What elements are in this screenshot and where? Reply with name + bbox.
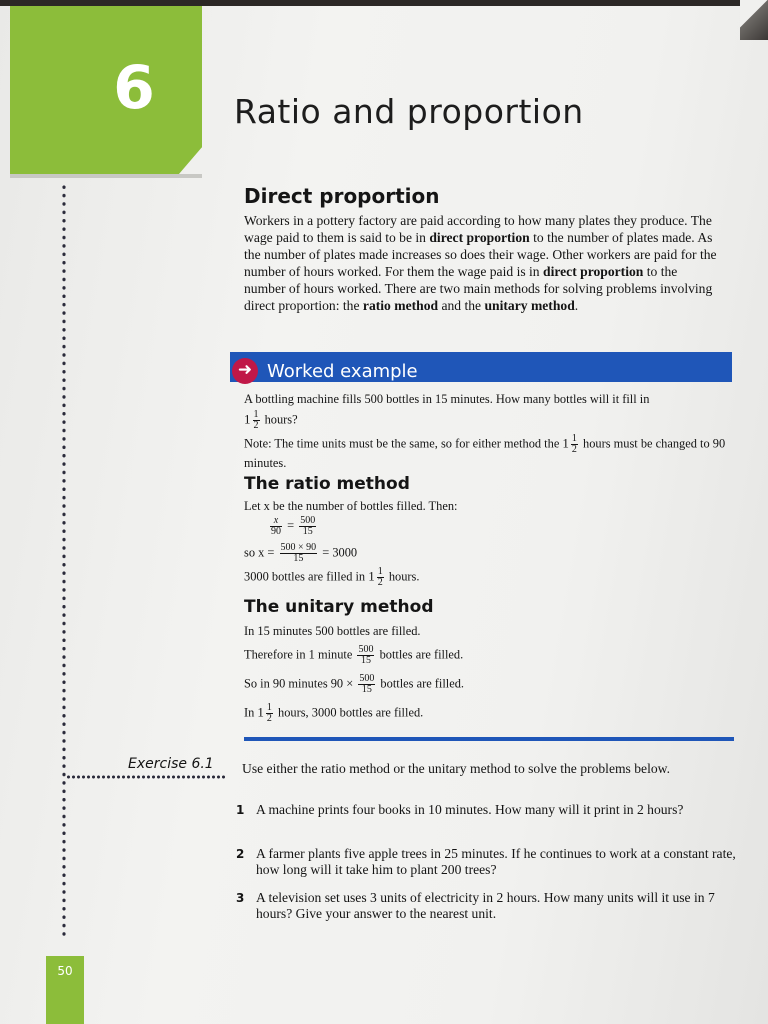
unitary-line-3 bbox=[244, 674, 732, 695]
fraction-numerator: 1 bbox=[571, 433, 577, 444]
unitary-text: bottles are filled. bbox=[377, 676, 465, 691]
chapter-tab-shadow bbox=[10, 174, 202, 178]
problem-line-1: A bottling machine fills 500 bottles in 15 minutes. How many bottles will it fill in bbox=[244, 392, 650, 406]
fraction-denominator: 2 bbox=[571, 444, 577, 455]
fraction-numerator: 500 bbox=[300, 515, 316, 526]
note-text: Note: The time units must be the same, so for either method the bbox=[244, 436, 563, 451]
question-text: A farmer plants five apple trees in 25 minutes. If he continues to work at a constant rate, how long will it take him to plant 200 trees? bbox=[256, 846, 736, 877]
intro-text: to the number of plates made. As the number of plates made increases so does their wage. Other workers are paid for the number of hours worked. For them the wage paid is in bbox=[244, 230, 717, 279]
fraction-numerator: x bbox=[270, 516, 282, 527]
fraction-numerator: 1 bbox=[377, 566, 383, 577]
page-top-shadow bbox=[0, 0, 768, 6]
intro-bold: direct proportion bbox=[429, 230, 530, 245]
half-fraction bbox=[571, 434, 578, 455]
unitary-text: In bbox=[244, 705, 258, 720]
fraction-denominator: 2 bbox=[377, 577, 383, 588]
direct-proportion-section bbox=[244, 184, 732, 314]
question-text: A television set uses 3 units of electricity in 2 hours. How many units will it use in 7 hours? Give your answer to the nearest unit. bbox=[256, 890, 715, 921]
chapter-title: Ratio and proportion bbox=[234, 92, 584, 131]
margin-dotted-line bbox=[62, 183, 66, 938]
problem-line-2 bbox=[244, 410, 732, 431]
ratio-method-heading: The ratio method bbox=[244, 474, 410, 494]
half-fraction bbox=[266, 703, 273, 724]
ratio-equation-1: $\frac{x}{90}$ = $\frac{500}{15}$ bbox=[271, 515, 316, 537]
question-text: A machine prints four books in 10 minutes. How many will it print in 2 hours? bbox=[256, 802, 684, 817]
intro-bold: unitary method bbox=[484, 298, 575, 313]
unitary-line-2 bbox=[244, 645, 732, 666]
exercise-question bbox=[236, 802, 712, 818]
question-number: 2 bbox=[236, 847, 245, 861]
page-corner-shadow bbox=[740, 0, 768, 40]
worked-example-title: Worked example bbox=[267, 361, 418, 382]
worked-example-problem bbox=[244, 391, 732, 471]
unitary-text: bottles are filled. bbox=[376, 647, 464, 662]
fraction-denominator: 15 bbox=[302, 526, 313, 537]
half-fraction bbox=[377, 567, 384, 588]
intro-text: . bbox=[574, 298, 579, 313]
ratio-equation-2 bbox=[244, 543, 732, 564]
equation-text: so x = bbox=[244, 545, 278, 560]
fraction-denominator: 15 bbox=[360, 655, 371, 666]
intro-text: Workers in a pottery factory are paid according to how many plates they produce. The wage paid to them is said to be in bbox=[244, 213, 712, 245]
fraction-denominator: 90 bbox=[271, 526, 281, 537]
question-number: 3 bbox=[236, 891, 245, 905]
fraction-denominator: 15 bbox=[293, 553, 304, 564]
ratio-conclusion bbox=[244, 567, 732, 588]
unitary-method-block bbox=[244, 597, 732, 724]
page-number: 50 bbox=[57, 964, 73, 978]
unitary-line-1: In 15 minutes 500 bottles are filled. bbox=[244, 624, 421, 638]
fraction bbox=[358, 674, 375, 695]
right-arrow-icon: ➜ bbox=[232, 358, 258, 384]
mixed-whole: 1 bbox=[562, 435, 569, 451]
exercise-question bbox=[236, 890, 736, 922]
question-number: 1 bbox=[236, 803, 245, 817]
fraction bbox=[280, 543, 318, 564]
intro-bold: direct proportion bbox=[543, 264, 644, 279]
exercise-dotted-line bbox=[66, 775, 226, 779]
half-fraction bbox=[253, 410, 260, 431]
fraction bbox=[299, 516, 316, 537]
worked-example-end-rule bbox=[244, 737, 734, 741]
fraction-denominator: 2 bbox=[266, 713, 272, 724]
fraction-denominator: 2 bbox=[253, 420, 259, 431]
fraction-numerator: 1 bbox=[266, 702, 272, 713]
mixed-whole: 1 bbox=[244, 411, 251, 427]
fraction bbox=[357, 645, 374, 666]
intro-bold: ratio method bbox=[362, 298, 439, 313]
exercise-question bbox=[236, 846, 736, 878]
equation-text: = 3000 bbox=[319, 545, 358, 560]
fraction-numerator: 500 × 90 bbox=[280, 542, 317, 553]
intro-paragraph bbox=[244, 212, 722, 314]
fraction bbox=[270, 516, 282, 537]
mixed-whole: 1 bbox=[368, 568, 375, 584]
conclusion-text: 3000 bottles are filled in bbox=[244, 569, 369, 584]
note-text: hours must be changed to 90 minutes. bbox=[244, 436, 726, 470]
exercise-instructions-text: Use either the ratio method or the unitary method to solve the problems below. bbox=[242, 761, 670, 776]
unitary-text: Therefore in 1 minute bbox=[244, 647, 356, 662]
problem-text: hours? bbox=[261, 412, 298, 427]
ratio-line-1: Let x be the number of bottles filled. Then: bbox=[244, 499, 458, 513]
intro-text: and the bbox=[438, 298, 485, 313]
unitary-text: hours, 3000 bottles are filled. bbox=[274, 705, 424, 720]
unitary-method-heading: The unitary method bbox=[244, 597, 434, 617]
exercise-label: Exercise 6.1 bbox=[128, 756, 214, 772]
mixed-whole: 1 bbox=[257, 704, 264, 720]
fraction-numerator: 500 bbox=[358, 644, 374, 655]
unitary-text: So in 90 minutes 90 × bbox=[244, 676, 357, 691]
ratio-method-block bbox=[244, 474, 732, 588]
exercise-instructions bbox=[242, 760, 712, 777]
fraction-numerator: 500 bbox=[359, 673, 375, 684]
fraction-denominator: 15 bbox=[361, 684, 372, 695]
unitary-line-4 bbox=[244, 703, 732, 724]
note-line bbox=[244, 434, 732, 471]
section-heading: Direct proportion bbox=[244, 184, 440, 208]
chapter-number: 6 bbox=[113, 53, 155, 123]
fraction-numerator: 1 bbox=[253, 409, 259, 420]
intro-text: to the number of hours worked. There are two main methods for solving problems involving direct proportion: the bbox=[244, 264, 713, 313]
conclusion-text: hours. bbox=[385, 569, 420, 584]
